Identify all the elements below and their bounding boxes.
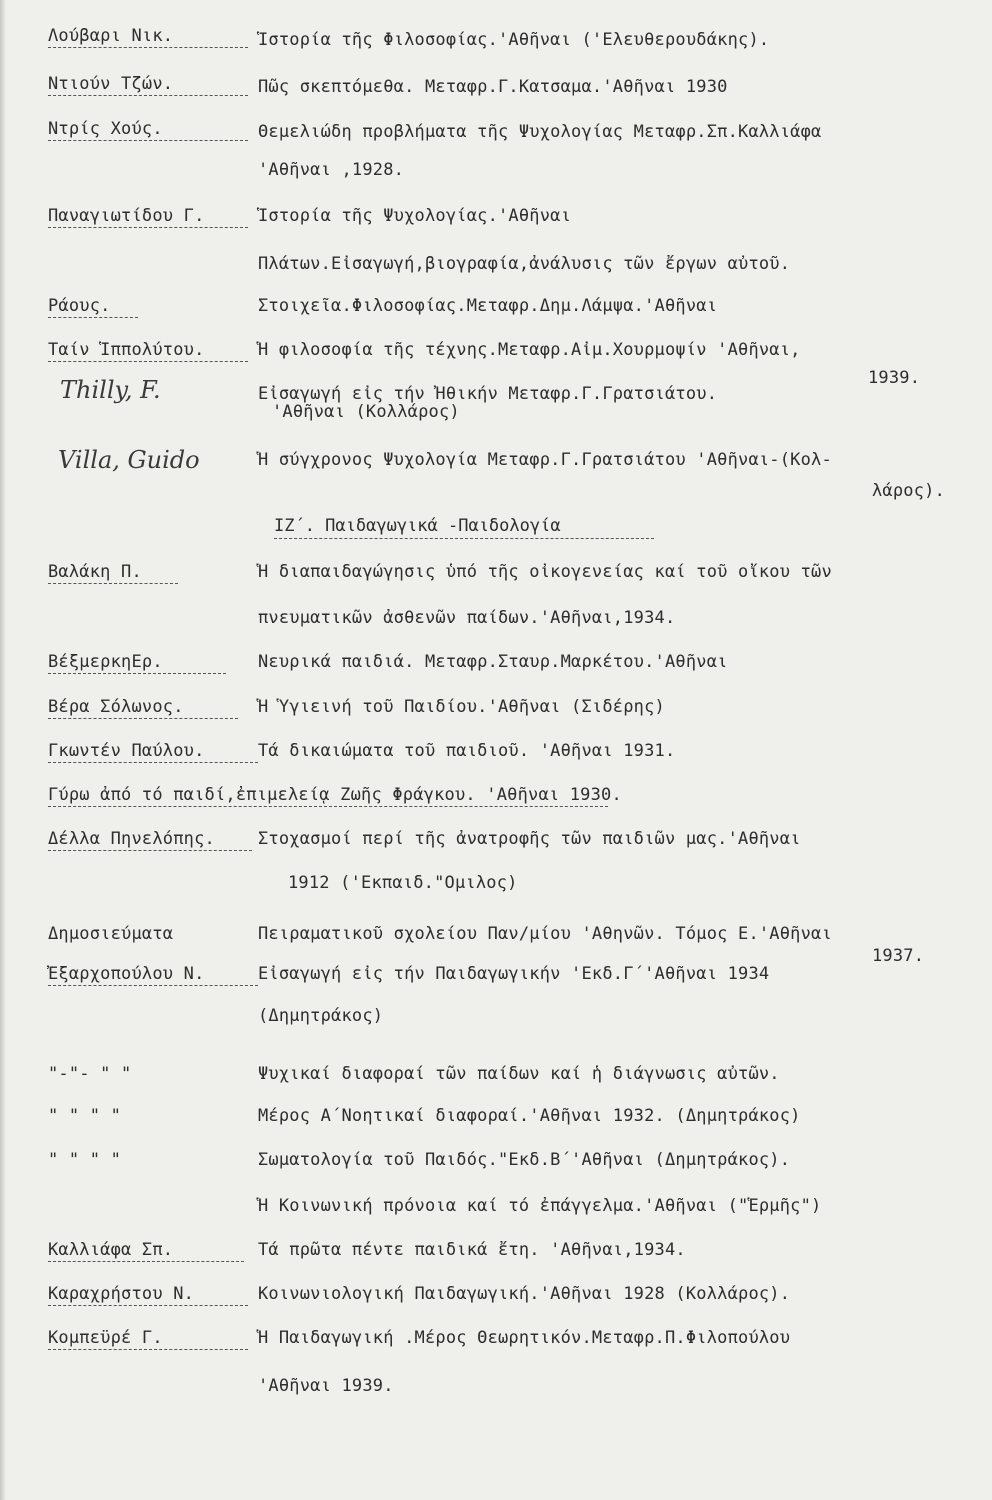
entry-text: Ἱστορία τῆς Φιλοσοφίας.'Αθῆναι ('Ελευθερουδάκης). (258, 30, 770, 50)
entry-text: Θεμελιώδη προβλήματα τῆς Ψυχολογίας Μεταφρ.Σπ.Καλλιάφα (258, 122, 822, 142)
entry-text: 'Αθῆναι (Κολλάρος) (272, 402, 460, 422)
entry-text: Ψυχικαί διαφοραί τῶν παίδων καί ἡ διάγνωσις αὐτῶν. (258, 1064, 780, 1084)
entry-author: Ράους. (48, 296, 138, 318)
entry-text: λάρος). (872, 481, 946, 501)
entry-author: Γύρω ἀπό τό παιδί,ἐπιμελείᾳ Ζωῆς Φράγκου. 'Αθῆναι 1930. (48, 785, 622, 805)
entry-author: Ντιούν Τζών. (48, 74, 248, 96)
entry-text: Τά δικαιώματα τοῦ παιδιοῦ. 'Αθῆναι 1931. (258, 741, 676, 761)
entry-author: Κομπεϋρέ Γ. (48, 1328, 248, 1350)
entry-text: (Δημητράκος) (258, 1006, 384, 1026)
entry-text: Ἡ Παιδαγωγική .Μέρος Θεωρητικόν.Μεταφρ.Π.Φιλοπούλου (258, 1328, 791, 1348)
entry-text: Πῶς σκεπτόμεθα. Μεταφρ.Γ.Κατσαμα.'Αθῆναι 1930 (258, 77, 728, 97)
entry-text: Εἰσαγωγή εἰς τήν Παιδαγωγικήν 'Εκδ.Γ΄'Αθῆναι 1934 (258, 964, 770, 984)
entry-author: Καραχρήστου Ν. (48, 1284, 248, 1306)
section-heading: ΙΖ΄. Παιδαγωγικά -Παιδολογία (274, 516, 654, 539)
entry-text: 1937. (872, 946, 925, 966)
entry-text: Ἡ διαπαιδαγώγησις ὑπό τῆς οἰκογενείας καί τοῦ οἴκου τῶν (258, 562, 832, 582)
entry-text: Τά πρῶτα πέντε παιδικά ἔτη. 'Αθῆναι,1934. (258, 1240, 686, 1260)
handwritten-author: Thilly, F. (60, 376, 161, 404)
entry-text: 1912 ('Εκπαιδ."Ομιλος) (288, 873, 518, 893)
entry-text: Νευρικά παιδιά. Μεταφρ.Σταυρ.Μαρκέτου.'Αθῆναι (258, 652, 728, 672)
entry-text: Πλάτων.Εἰσαγωγή,βιογραφία,ἀνάλυσις τῶν ἔργων αὐτοῦ. (258, 254, 791, 274)
page-edge-shadow (0, 0, 6, 1500)
entry-text: Κοινωνιολογική Παιδαγωγική.'Αθῆναι 1928 (Κολλάρος). (258, 1284, 791, 1304)
entry-text: Εἰσαγωγή εἰς τήν Ἠθικήν Μεταφρ.Γ.Γρατσιάτου. (258, 384, 718, 404)
entry-text: Πειραματικοῦ σχολείου Παν/μίου 'Αθηνῶν. Τόμος Ε.'Αθῆναι (258, 924, 832, 944)
handwritten-author: Villa, Guido (58, 446, 200, 474)
entry-author: Γκωντέν Παύλου. (48, 741, 258, 763)
entry-author: Ντρίς Χούς. (48, 119, 248, 141)
entry-author: Λούβαρι Νικ. (48, 26, 248, 48)
entry-author: Δημοσιεύματα (48, 924, 174, 944)
entry-text: Ἡ σύγχρονος Ψυχολογία Μεταφρ.Γ.Γρατσιάτου 'Αθῆναι-(Κολ- (258, 450, 832, 470)
entry-author: Καλλιάφα Σπ. (48, 1240, 244, 1262)
entry-author: Παναγιωτίδου Γ. (48, 206, 248, 228)
entry-author: " " " " (48, 1106, 122, 1126)
entry-text: Ἱστορία τῆς Ψυχολογίας.'Αθῆναι (258, 206, 572, 226)
entry-text: 1939. (868, 368, 921, 388)
entry-author: Δέλλα Πηνελόπης. (48, 829, 252, 851)
entry-text: Ἡ Κοινωνική πρόνοια καί τό ἐπάγγελμα.'Αθῆναι ("Ἑρμῆς") (258, 1196, 822, 1216)
entry-author: Βαλάκη Π. (48, 562, 178, 584)
entry-text: Σωματολογία τοῦ Παιδός."Εκδ.Β΄'Αθῆναι (Δημητράκος). (258, 1150, 791, 1170)
entry-author: "-"- " " (48, 1064, 132, 1084)
entry-text: πνευματικῶν ἀσθενῶν παίδων.'Αθῆναι,1934. (258, 608, 676, 628)
entry-text: Στοιχεῖα.Φιλοσοφίας.Μεταφρ.Δημ.Λάμψα.'Αθῆναι (258, 296, 718, 316)
entry-text: Στοχασμοί περί τῆς ἀνατροφῆς τῶν παιδιῶν μας.'Αθῆναι (258, 829, 801, 849)
entry-text: Ἡ φιλοσοφία τῆς τέχνης.Μεταφρ.Αἰμ.Χουρμοψίν 'Αθῆναι, (258, 340, 801, 360)
entry-author: Βέρα Σόλωνος. (48, 697, 238, 719)
entry-author: Ἐξαρχοπούλου Ν. (48, 964, 258, 986)
entry-author: Ταίν Ἱππολύτου. (48, 340, 248, 362)
entry-text: 'Αθῆναι ,1928. (258, 160, 405, 180)
entry-text: Ἡ Ὑγιεινή τοῦ Παιδίου.'Αθῆναι (Σιδέρης) (258, 697, 665, 717)
entry-text: Μέρος Α΄Νοητικαί διαφοραί.'Αθῆναι 1932. (Δημητράκος) (258, 1106, 801, 1126)
entry-author: " " " " (48, 1150, 122, 1170)
entry-text: 'Αθῆναι 1939. (258, 1376, 394, 1396)
entry-author: ΒέξμερκηΕρ. (48, 652, 226, 674)
